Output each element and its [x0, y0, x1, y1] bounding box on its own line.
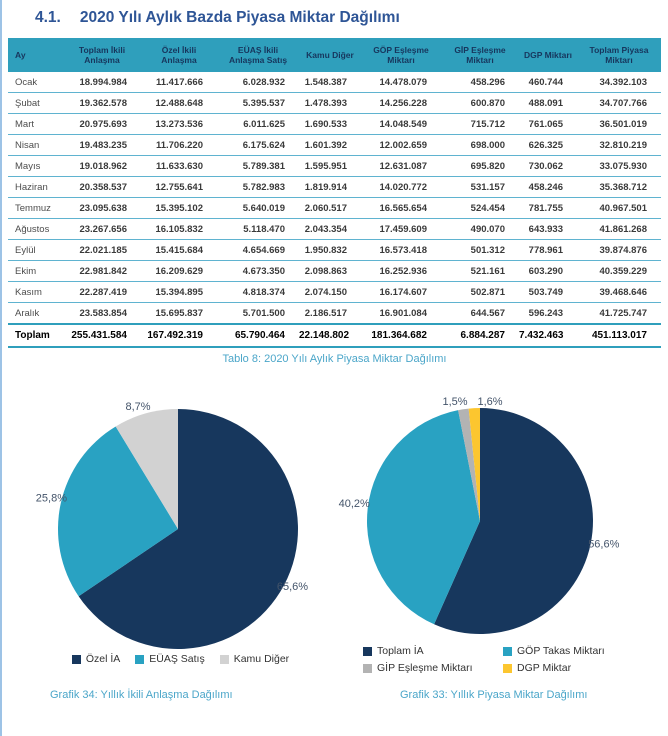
value-cell: 1.595.951: [299, 156, 361, 177]
value-cell: 1.819.914: [299, 177, 361, 198]
value-cell: 502.871: [441, 282, 519, 303]
value-cell: 20.358.537: [63, 177, 141, 198]
value-cell: 18.994.984: [63, 72, 141, 93]
column-header: GÖP Eşleşme Miktarı: [361, 38, 441, 72]
pie-percent-label: 1,6%: [477, 396, 503, 408]
value-cell: 600.870: [441, 93, 519, 114]
value-cell: 5.701.500: [217, 303, 299, 325]
market-volume-pie-figure: [330, 395, 665, 735]
month-cell: Temmuz: [8, 198, 63, 219]
table-row: [8, 240, 661, 261]
value-cell: 695.820: [441, 156, 519, 177]
legend-swatch-icon: [72, 655, 81, 664]
value-cell: 781.755: [519, 198, 577, 219]
value-cell: 458.246: [519, 177, 577, 198]
value-cell: 22.981.842: [63, 261, 141, 282]
legend-item: [72, 653, 120, 665]
value-cell: 603.290: [519, 261, 577, 282]
value-cell: 460.744: [519, 72, 577, 93]
value-cell: 488.091: [519, 93, 577, 114]
month-cell: Şubat: [8, 93, 63, 114]
bilateral-agreement-pie-figure: [8, 395, 353, 735]
value-cell: 32.810.219: [577, 135, 661, 156]
section-heading: [35, 9, 400, 27]
legend-label: EÜAŞ Satış: [149, 653, 205, 665]
value-cell: 2.060.517: [299, 198, 361, 219]
total-value-cell: 6.884.287: [441, 324, 519, 347]
value-cell: 12.755.641: [141, 177, 217, 198]
table-row: [8, 198, 661, 219]
month-cell: Aralık: [8, 303, 63, 325]
legend-item: [363, 645, 503, 657]
value-cell: 20.975.693: [63, 114, 141, 135]
table-row: [8, 177, 661, 198]
value-cell: 40.967.501: [577, 198, 661, 219]
pie-percent-label: 40,2%: [338, 497, 370, 510]
total-value-cell: 255.431.584: [63, 324, 141, 347]
column-header: EÜAŞ İkili Anlaşma Satış: [217, 38, 299, 72]
chart-caption-grafik-34: Grafik 34: Yıllık İkili Anlaşma Dağılımı: [50, 689, 233, 701]
value-cell: 23.267.656: [63, 219, 141, 240]
value-cell: 1.478.393: [299, 93, 361, 114]
pie-percent-label: 56,6%: [588, 538, 620, 551]
value-cell: 16.573.418: [361, 240, 441, 261]
value-cell: 458.296: [441, 72, 519, 93]
column-header: Kamu Diğer: [299, 38, 361, 72]
total-value-cell: 65.790.464: [217, 324, 299, 347]
value-cell: 503.749: [519, 282, 577, 303]
table-row: [8, 114, 661, 135]
legend-label: GİP Eşleşme Miktarı: [377, 662, 473, 674]
pie-percent-label: 8,7%: [125, 401, 151, 413]
legend-swatch-icon: [220, 655, 229, 664]
pie-percent-label: 65,6%: [276, 580, 309, 593]
value-cell: 12.488.648: [141, 93, 217, 114]
chart-caption-grafik-33: Grafik 33: Yıllık Piyasa Miktar Dağılımı: [400, 689, 588, 701]
total-value-cell: 167.492.319: [141, 324, 217, 347]
legend-label: DGP Miktar: [517, 662, 572, 674]
value-cell: 5.640.019: [217, 198, 299, 219]
section-title: 2020 Yılı Aylık Bazda Piyasa Miktar Dağılımı: [79, 9, 400, 26]
column-header: Özel İkili Anlaşma: [141, 38, 217, 72]
value-cell: 14.478.079: [361, 72, 441, 93]
value-cell: 730.062: [519, 156, 577, 177]
value-cell: 531.157: [441, 177, 519, 198]
legend-swatch-icon: [503, 664, 512, 673]
section-number: 4.1.: [35, 9, 61, 26]
month-cell: Eylül: [8, 240, 63, 261]
value-cell: 11.706.220: [141, 135, 217, 156]
total-value-cell: 181.364.682: [361, 324, 441, 347]
value-cell: 1.601.392: [299, 135, 361, 156]
market-volume-table: [8, 38, 661, 348]
table-row: [8, 303, 661, 325]
value-cell: 2.043.354: [299, 219, 361, 240]
month-cell: Mayıs: [8, 156, 63, 177]
month-cell: Kasım: [8, 282, 63, 303]
value-cell: 524.454: [441, 198, 519, 219]
value-cell: 1.950.832: [299, 240, 361, 261]
value-cell: 16.209.629: [141, 261, 217, 282]
value-cell: 643.933: [519, 219, 577, 240]
value-cell: 15.415.684: [141, 240, 217, 261]
table-row: [8, 135, 661, 156]
table-row: [8, 156, 661, 177]
value-cell: 22.287.419: [63, 282, 141, 303]
bilateral-agreement-pie-chart: [8, 395, 353, 657]
value-cell: 2.098.863: [299, 261, 361, 282]
legend-swatch-icon: [363, 664, 372, 673]
legend-swatch-icon: [363, 647, 372, 656]
legend-label: Kamu Diğer: [233, 653, 290, 665]
table-row: [8, 219, 661, 240]
market-pie-legend: [363, 645, 605, 674]
value-cell: 19.018.962: [63, 156, 141, 177]
month-cell: Nisan: [8, 135, 63, 156]
value-cell: 4.818.374: [217, 282, 299, 303]
value-cell: 16.252.936: [361, 261, 441, 282]
value-cell: 521.161: [441, 261, 519, 282]
pie-percent-label: 25,8%: [35, 492, 68, 505]
value-cell: 14.048.549: [361, 114, 441, 135]
value-cell: 35.368.712: [577, 177, 661, 198]
table-caption: Tablo 8: 2020 Yılı Aylık Piyasa Miktar Dağılımı: [222, 353, 447, 365]
value-cell: 626.325: [519, 135, 577, 156]
value-cell: 14.256.228: [361, 93, 441, 114]
value-cell: 33.075.930: [577, 156, 661, 177]
value-cell: 41.725.747: [577, 303, 661, 325]
month-cell: Mart: [8, 114, 63, 135]
value-cell: 15.695.837: [141, 303, 217, 325]
value-cell: 596.243: [519, 303, 577, 325]
value-cell: 6.175.624: [217, 135, 299, 156]
value-cell: 2.186.517: [299, 303, 361, 325]
value-cell: 34.707.766: [577, 93, 661, 114]
value-cell: 11.417.666: [141, 72, 217, 93]
value-cell: 16.565.654: [361, 198, 441, 219]
value-cell: 715.712: [441, 114, 519, 135]
value-cell: 2.074.150: [299, 282, 361, 303]
legend-item: [503, 645, 605, 657]
value-cell: 5.395.537: [217, 93, 299, 114]
month-cell: Haziran: [8, 177, 63, 198]
legend-label: GÖP Takas Miktarı: [517, 645, 605, 657]
total-value-cell: 22.148.802: [299, 324, 361, 347]
value-cell: 23.583.854: [63, 303, 141, 325]
value-cell: 36.501.019: [577, 114, 661, 135]
value-cell: 13.273.536: [141, 114, 217, 135]
table-row: [8, 93, 661, 114]
value-cell: 16.105.832: [141, 219, 217, 240]
legend-label: Özel İA: [85, 653, 121, 665]
value-cell: 761.065: [519, 114, 577, 135]
month-cell: Ekim: [8, 261, 63, 282]
value-cell: 778.961: [519, 240, 577, 261]
legend-item: [363, 662, 503, 674]
legend-swatch-icon: [503, 647, 512, 656]
column-header: Ay: [8, 38, 63, 72]
pie-percent-label: 1,5%: [442, 396, 468, 408]
value-cell: 698.000: [441, 135, 519, 156]
value-cell: 12.631.087: [361, 156, 441, 177]
column-header: GİP Eşleşme Miktarı: [441, 38, 519, 72]
table-total-row: [8, 324, 661, 347]
value-cell: 17.459.609: [361, 219, 441, 240]
table-row: [8, 261, 661, 282]
legend-label: Toplam İA: [377, 645, 424, 657]
value-cell: 12.002.659: [361, 135, 441, 156]
value-cell: 15.394.895: [141, 282, 217, 303]
value-cell: 6.011.625: [217, 114, 299, 135]
value-cell: 490.070: [441, 219, 519, 240]
month-cell: Ağustos: [8, 219, 63, 240]
value-cell: 4.654.669: [217, 240, 299, 261]
table-row: [8, 72, 661, 93]
total-value-cell: 7.432.463: [519, 324, 577, 347]
value-cell: 501.312: [441, 240, 519, 261]
value-cell: 5.118.470: [217, 219, 299, 240]
total-value-cell: 451.113.017: [577, 324, 661, 347]
left-margin-rule: [0, 0, 2, 736]
market-volume-pie-chart: [330, 395, 665, 647]
value-cell: 34.392.103: [577, 72, 661, 93]
value-cell: 6.028.932: [217, 72, 299, 93]
value-cell: 11.633.630: [141, 156, 217, 177]
legend-item: [135, 653, 204, 665]
value-cell: 5.782.983: [217, 177, 299, 198]
value-cell: 15.395.102: [141, 198, 217, 219]
value-cell: 40.359.229: [577, 261, 661, 282]
total-label-cell: Toplam: [8, 324, 63, 347]
legend-swatch-icon: [135, 655, 144, 664]
column-header: Toplam İkili Anlaşma: [63, 38, 141, 72]
value-cell: 4.673.350: [217, 261, 299, 282]
value-cell: 39.468.646: [577, 282, 661, 303]
value-cell: 19.362.578: [63, 93, 141, 114]
value-cell: 1.690.533: [299, 114, 361, 135]
value-cell: 16.174.607: [361, 282, 441, 303]
value-cell: 644.567: [441, 303, 519, 325]
value-cell: 1.548.387: [299, 72, 361, 93]
value-cell: 5.789.381: [217, 156, 299, 177]
value-cell: 23.095.638: [63, 198, 141, 219]
value-cell: 39.874.876: [577, 240, 661, 261]
value-cell: 22.021.185: [63, 240, 141, 261]
value-cell: 16.901.084: [361, 303, 441, 325]
legend-item: [220, 653, 289, 665]
column-header: DGP Miktarı: [519, 38, 577, 72]
table-header-row: [8, 38, 661, 72]
value-cell: 41.861.268: [577, 219, 661, 240]
bilateral-pie-legend: [8, 653, 353, 665]
legend-item: [503, 662, 605, 674]
table-row: [8, 282, 661, 303]
column-header: Toplam Piyasa Miktarı: [577, 38, 661, 72]
value-cell: 19.483.235: [63, 135, 141, 156]
month-cell: Ocak: [8, 72, 63, 93]
value-cell: 14.020.772: [361, 177, 441, 198]
